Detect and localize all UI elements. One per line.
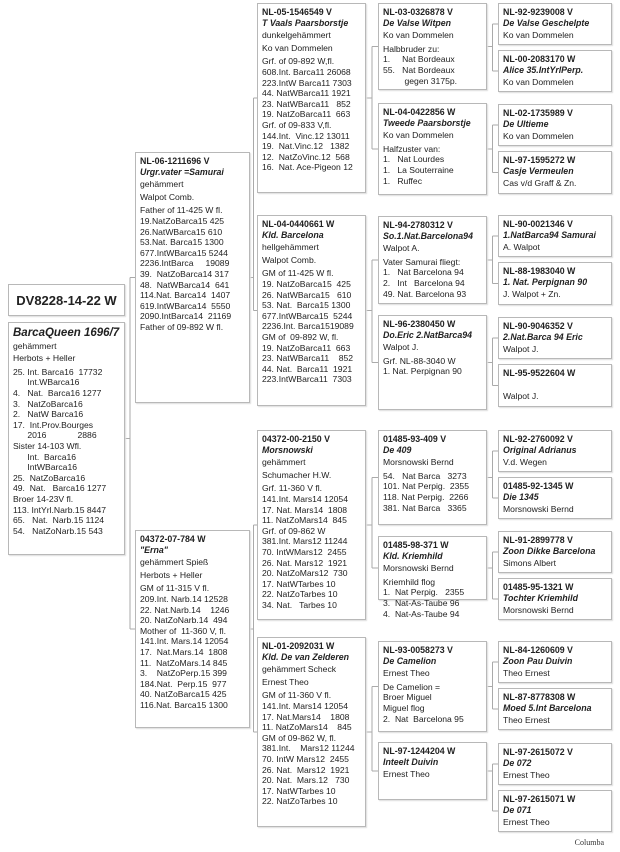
performance-line: 101. Nat Perpig. 2355 [383, 481, 469, 492]
breeder-name: A. Walpot [503, 242, 540, 253]
performance-line: 19. NatZoBarca15 425 [262, 278, 351, 289]
performance-line: 1. Nat Bordeaux [383, 54, 455, 65]
pigeon-name: Alice 35.IntYrlPerp. [503, 64, 584, 75]
pigeon-card[interactable] [498, 641, 612, 683]
pigeon-card[interactable] [498, 578, 612, 620]
ring-number: 01485-95-1321 W [503, 582, 574, 592]
performance-line: 11. NatZoMars14 845 [262, 515, 347, 526]
performance-line: 116.Nat. Barca15 1300 [140, 699, 228, 710]
performance-line: GM of 09-892 W, fl. [262, 331, 339, 342]
performance-line: 4. Nat-As-Taube 94 [383, 608, 460, 619]
pigeon-name: Zoon Pau Duivin [503, 655, 573, 666]
pigeon-card[interactable] [378, 103, 487, 195]
pigeon-name: De Valse Geschelpte [503, 17, 590, 28]
pigeon-name: T Vaals Paarsborstje [262, 17, 349, 28]
performance-line: 12. NatZoVinc.12 568 [262, 151, 350, 162]
pigeon-color: gehämmert Spieß [140, 557, 209, 568]
performance-line: 114.Nat. Barca14 1407 [140, 290, 231, 301]
performance-line: 1. Nat Perpig. 2355 [383, 587, 465, 598]
pigeon-card[interactable] [498, 743, 612, 785]
breeder-name: Morsnowski Bernd [503, 605, 574, 616]
performance-line: 141.Int. Mars14 12054 [262, 700, 348, 711]
pigeon-color: gehämmert Scheck [262, 664, 337, 675]
pigeon-card[interactable] [498, 215, 612, 257]
performance-line: gegen 3175p. [383, 75, 458, 86]
performance-line: 23. NatWBarca11 852 [262, 98, 351, 109]
pigeon-card[interactable] [498, 3, 612, 45]
performance-line: 19. Nat.Vinc.12 1382 [262, 141, 350, 152]
pigeon-color: hellgehämmert [262, 242, 319, 253]
performance-line: 2. Nat Barcelona 95 [383, 713, 464, 724]
ring-number: NL-95-9522604 W [503, 368, 576, 378]
ring-number: NL-90-0021346 V [503, 219, 573, 229]
pigeon-name: Zoon Dikke Barcelona [503, 545, 596, 556]
performance-line: 19. NatZoBarca11 663 [262, 109, 351, 120]
breeder-name: Morsnowski Bernd [383, 457, 454, 468]
breeder-name: J. Walpot + Zn. [503, 289, 561, 300]
pigeon-card[interactable] [498, 430, 612, 472]
ring-number: NL-97-1244204 W [383, 746, 456, 756]
performance-list [262, 268, 361, 385]
performance-line: Int.WBarca16 [13, 377, 80, 388]
performance-line: 17. Int.Prov.Bourges [13, 419, 94, 430]
performance-list [383, 257, 482, 299]
pigeon-card[interactable] [135, 152, 250, 403]
performance-line: 16. Nat. Ace-Pigeon 12 [262, 162, 353, 173]
performance-line: 26. Nat. Mars12 1921 [262, 764, 350, 775]
pigeon-name: De Ultieme [503, 118, 549, 129]
performance-line: 1. Nat Barcelona 94 [383, 267, 464, 278]
ring-number: NL-06-1211696 V [140, 156, 210, 166]
performance-line: 677.IntWBarca15 5244 [262, 310, 353, 321]
performance-line: 19.NatZoBarca15 425 [140, 215, 225, 226]
performance-line: GM of 11-425 W fl. [262, 268, 334, 279]
performance-line: 2. Int Barcelona 94 [383, 277, 465, 288]
pigeon-card[interactable] [498, 317, 612, 359]
performance-line: Grf. of 09-833 V,fl. [262, 119, 332, 130]
performance-line: 22. NatZoTarbes 10 [262, 589, 338, 600]
performance-line: 40. NatZoBarca15 425 [140, 689, 227, 700]
performance-line: Int. Barca16 [13, 451, 77, 462]
pigeon-name: Do.Eric 2.NatBarca94 [383, 329, 472, 340]
breeder-name: Ernest Theo [503, 770, 550, 781]
performance-line: Grf. 11-360 V fl. [262, 483, 323, 494]
pigeon-name: De Valse Witpen [383, 17, 452, 28]
performance-line: 1. La Souterraine [383, 164, 454, 175]
performance-line: 4. Nat. Barca16 1277 [13, 387, 102, 398]
ring-number: NL-04-0422856 W [383, 107, 456, 117]
performance-list [140, 583, 245, 710]
pigeon-card[interactable] [498, 688, 612, 730]
performance-line: 11. NatZoMars14 845 [262, 722, 352, 733]
performance-list [383, 682, 482, 724]
pigeon-card[interactable] [378, 315, 487, 410]
performance-line: 48. NatWBarca14 641 [140, 279, 230, 290]
breeder-name: Ernest Theo [383, 769, 430, 780]
pigeon-color: gehämmert [262, 457, 306, 468]
performance-line: Kriemhild flog [383, 576, 436, 587]
pigeon-name: Tochter Kriemhild [503, 592, 578, 603]
performance-list [383, 44, 482, 86]
performance-line: Vater Samurai fliegt: [383, 256, 461, 267]
breeder-name: Ko van Dommelen [503, 30, 574, 41]
pigeon-name: Urgr.vater =Samurai [140, 166, 224, 177]
performance-line: 25. NatZoBarca16 [13, 472, 86, 483]
pigeon-name: Tweede Paarsborstje [383, 117, 471, 128]
pigeon-card[interactable] [378, 3, 487, 90]
performance-list [262, 690, 361, 807]
pedigree-title: DV8228-14-22 W [8, 284, 125, 316]
breeder-name: Morsnowski Bernd [503, 504, 574, 515]
pigeon-name: Kld. Kriemhild [383, 550, 443, 561]
performance-line: Miguel flog [383, 702, 425, 713]
performance-line: 19. NatZoBarca11 663 [262, 342, 351, 353]
pigeon-card[interactable] [378, 430, 487, 525]
performance-line: 184.Nat. Perp.15 977 [140, 678, 227, 689]
performance-line: 381.Int. Mars12 11244 [262, 536, 348, 547]
pigeon-card[interactable] [498, 151, 612, 194]
ring-number: NL-87-8778308 W [503, 692, 576, 702]
performance-line: 17. Nat.Mars14 1808 [262, 711, 350, 722]
pigeon-name: 1.NatBarca94 Samurai [503, 229, 596, 240]
pigeon-card[interactable] [8, 322, 125, 555]
breeder-name: Cas v/d Graff & Zn. [503, 178, 577, 189]
ring-number: NL-92-2760092 V [503, 434, 573, 444]
performance-line: 54. NatZoNarb.15 543 [13, 525, 103, 536]
performance-line: Sister 14-103 Wfl. [13, 440, 82, 451]
performance-line: 2236.Int. Barca1519089 [262, 321, 354, 332]
ring-number: NL-04-0440661 W [262, 219, 335, 229]
performance-list [262, 56, 361, 173]
performance-line: GM of 09-862 W, fl. [262, 732, 337, 743]
pigeon-name: De 409 [383, 444, 412, 455]
performance-line: 25. Int. Barca16 17732 [13, 366, 103, 377]
breeder-name: Walpot Comb. [262, 254, 317, 265]
performance-list [383, 577, 482, 619]
pigeon-name: De 072 [503, 757, 532, 768]
performance-line: 381.Int. Mars12 11244 [262, 743, 355, 754]
performance-line: 2236.IntBarca 19089 [140, 258, 230, 269]
pigeon-name: BarcaQueen 1696/7 [13, 327, 120, 339]
pigeon-card[interactable] [378, 641, 487, 732]
pigeon-card[interactable] [257, 3, 366, 193]
performance-line: 26.NatWBarca15 610 [140, 226, 223, 237]
performance-list [13, 367, 120, 537]
ring-number: 01485-93-409 V [383, 434, 447, 444]
ring-number: NL-01-2092031 W [262, 641, 335, 651]
ring-number: 01485-92-1345 W [503, 481, 574, 491]
ring-number: NL-88-1983040 W [503, 266, 576, 276]
breeder-name: Ko van Dommelen [383, 130, 454, 141]
pigeon-card[interactable] [257, 637, 366, 827]
breeder-name: Ernest Theo [503, 817, 550, 828]
performance-line: Mother of 11-360 V, fl. [140, 625, 226, 636]
performance-line: 70. IntW Mars12 2455 [262, 753, 349, 764]
performance-line: 1. Nat. Perpignan 90 [383, 366, 462, 377]
pigeon-name: Kld. De van Zelderen [262, 651, 350, 662]
ring-number: NL-03-0326878 V [383, 7, 453, 17]
performance-line: De Camelion = [383, 681, 441, 692]
pigeon-card[interactable] [378, 742, 487, 800]
performance-line: 144.Int. Vinc.12 13011 [262, 130, 350, 141]
performance-line: GM of 11-315 V fl. [140, 583, 210, 594]
pigeon-name: Inteelt Duivin [383, 756, 439, 767]
breeder-name: Walpot Comb. [140, 191, 195, 202]
breeder-name: Herbots + Heller [140, 569, 203, 580]
performance-line: 381. Nat Barca 3365 [383, 502, 467, 513]
performance-line: 17. NatWTarbes 10 [262, 578, 336, 589]
performance-line: 70. IntWMars12 2455 [262, 546, 347, 557]
pigeon-name: So.1.Nat.Barcelona94 [383, 230, 473, 241]
pigeon-name: Casje Vermeulen [503, 165, 574, 176]
performance-line: GM of 11-360 V fl. [262, 690, 332, 701]
performance-line: 118. Nat Perpig. 2266 [383, 491, 469, 502]
breeder-name: Ko van Dommelen [503, 77, 574, 88]
breeder-name: Walpot J. [503, 344, 539, 355]
performance-line: Father of 11-425 W fl. [140, 205, 223, 216]
ring-number: 04372-00-2150 V [262, 434, 330, 444]
pigeon-name: De Camelion [383, 655, 437, 666]
pigeon-name: De 071 [503, 804, 532, 815]
performance-line: 39. NatZoBarca14 317 [140, 268, 229, 279]
pigeon-name: Kld. Barcelona [262, 229, 324, 240]
performance-line: 55. Nat Bordeaux [383, 64, 455, 75]
breeder-name: Ko van Dommelen [262, 42, 333, 53]
performance-line: 141.Int. Mars.14 12054 [140, 636, 229, 647]
performance-line: 223.IntWBarca11 7303 [262, 374, 352, 385]
ring-number: NL-93-0058273 V [383, 645, 453, 655]
performance-line: 3. NatZoPerp.15 399 [140, 668, 227, 679]
pigeon-card[interactable] [257, 215, 366, 406]
pigeon-name: 2.Nat.Barca 94 Eric [503, 331, 583, 342]
performance-line: 22. Nat.Narb.14 1246 [140, 604, 230, 615]
performance-line: 113. IntYrl.Narb.15 8447 [13, 504, 106, 515]
performance-line: 53. Nat. Barca15 1300 [262, 300, 351, 311]
breeder-name: Herbots + Heller [13, 353, 76, 364]
ring-number: NL-97-1595272 W [503, 155, 576, 165]
pigeon-color: gehämmert [13, 340, 57, 351]
performance-line: 1. Ruffec [383, 175, 423, 186]
performance-line: 677.IntWBarca15 5244 [140, 247, 228, 258]
performance-line: 223.IntW Barca11 7303 [262, 77, 352, 88]
performance-line: IntWBarca16 [13, 462, 77, 473]
breeder-name: Walpot J. [503, 391, 539, 402]
performance-line: 53.Nat. Barca15 1300 [140, 237, 224, 248]
ring-number: 01485-98-371 W [383, 540, 449, 550]
performance-line: 3. NatZoBarca16 [13, 398, 83, 409]
pigeon-card[interactable] [498, 531, 612, 573]
performance-line: 22. NatZoTarbes 10 [262, 796, 338, 807]
performance-line: 1. Nat Lourdes [383, 154, 445, 165]
breeder-name: Theo Ernest [503, 668, 550, 679]
pigeon-name: Moed 5.Int Barcelona [503, 702, 592, 713]
pigeon-name [503, 379, 607, 390]
ring-number: NL-97-2615071 W [503, 794, 576, 804]
performance-line: Grf. NL-88-3040 W [383, 355, 456, 366]
performance-line: 54. Nat Barca 3273 [383, 470, 467, 481]
performance-line: 3. Nat-As-Taube 96 [383, 597, 460, 608]
breeder-name: Schumacher H.W. [262, 469, 332, 480]
performance-line: Halbbruder zu: [383, 43, 440, 54]
performance-line: Grf. of 09-862 W [262, 525, 326, 536]
performance-line: 17. Nat. Mars14 1808 [262, 504, 348, 515]
pigeon-color: gehämmert [140, 179, 184, 190]
performance-line: 20. NatZoNarb.14 494 [140, 615, 228, 626]
pigeon-card[interactable] [498, 50, 612, 92]
ring-number: NL-90-9046352 V [503, 321, 573, 331]
performance-line: 49. Nat. Barca16 1277 [13, 483, 107, 494]
performance-line: 20. NatZoMars12 730 [262, 568, 348, 579]
breeder-name: Ernest Theo [383, 668, 430, 679]
performance-line: 11. NatZoMars.14 845 [140, 657, 228, 668]
performance-line: 23. NatWBarca11 852 [262, 353, 354, 364]
pigeon-card[interactable] [378, 536, 487, 619]
ring-number: NL-92-9239008 V [503, 7, 573, 17]
ring-number: NL-05-1546549 V [262, 7, 332, 17]
performance-line: 141.Int. Mars14 12054 [262, 493, 348, 504]
performance-line: 65. Nat. Narb.15 1124 [13, 515, 105, 526]
pigeon-name: Die 1345 [503, 491, 539, 502]
ring-number: NL-97-2615072 V [503, 747, 573, 757]
pigeon-card[interactable] [257, 430, 366, 620]
performance-line: 44. Nat. Barca11 1921 [262, 363, 353, 374]
performance-list [383, 356, 482, 377]
breeder-name: Ernest Theo [262, 676, 309, 687]
ring-number: NL-91-2899778 V [503, 535, 573, 545]
breeder-name: V.d. Wegen [503, 457, 547, 468]
breeder-name: Walpot A. [383, 243, 420, 254]
performance-line: 44. NatWBarca11 1921 [262, 88, 351, 99]
performance-line: Halfzuster van: [383, 143, 441, 154]
pigeon-name: "Erna" [140, 544, 168, 555]
breeder-name: Walpot J. [383, 342, 419, 353]
ring-number: NL-00-2083170 W [503, 54, 576, 64]
pigeon-color: dunkelgehämmert [262, 30, 331, 41]
ring-number: 04372-07-784 W [140, 534, 206, 544]
performance-line: 26. Nat. Mars12 1921 [262, 557, 348, 568]
ring-number: NL-94-2780312 V [383, 220, 453, 230]
performance-line: 49. Nat. Barcelona 93 [383, 288, 467, 299]
performance-line: 619.IntWBarca14 5550 [140, 300, 231, 311]
pigeon-card[interactable] [378, 216, 487, 304]
breeder-name: Ko van Dommelen [383, 30, 454, 41]
performance-list [383, 471, 482, 513]
ring-number: NL-02-1735989 V [503, 108, 573, 118]
performance-line: 209.Int. Narb.14 12528 [140, 593, 228, 604]
performance-line: 2016 2886 [13, 430, 97, 441]
pigeon-card[interactable] [498, 104, 612, 146]
breeder-name: Ko van Dommelen [503, 131, 574, 142]
performance-line: 2. NatW Barca16 [13, 409, 84, 420]
footer-brand: Columba [574, 838, 604, 847]
performance-line: Father of 09-892 W fl. [140, 321, 224, 332]
performance-line: Grf. of 09-892 W,fl. [262, 56, 335, 67]
ring-number: NL-84-1260609 V [503, 645, 573, 655]
pigeon-name: Original Adrianus [503, 444, 577, 455]
performance-line: 20. Nat. Mars.12 730 [262, 775, 350, 786]
breeder-name: Morsnowski Bernd [383, 563, 454, 574]
pigeon-card[interactable] [498, 790, 612, 832]
performance-line: 34. Nat. Tarbes 10 [262, 599, 337, 610]
performance-line: 17. NatWTarbes 10 [262, 785, 336, 796]
pigeon-card[interactable] [498, 364, 612, 407]
performance-line: Broer Miguel [383, 692, 432, 703]
pigeon-card[interactable] [498, 477, 612, 519]
performance-line: 2090.IntBarca14 21169 [140, 311, 232, 322]
performance-list [383, 144, 482, 186]
pigeon-name: 1. Nat. Perpignan 90 [503, 276, 588, 287]
performance-list [140, 205, 245, 332]
performance-line: 608.Int. Barca11 26068 [262, 66, 351, 77]
pigeon-card[interactable] [135, 530, 250, 728]
pigeon-card[interactable] [498, 262, 612, 305]
performance-line: 17. Nat.Mars.14 1808 [140, 646, 228, 657]
performance-line: 26. NatWBarca15 610 [262, 289, 352, 300]
breeder-name: Theo Ernest [503, 715, 550, 726]
breeder-name: Simons Albert [503, 558, 557, 569]
ring-number: NL-96-2380450 W [383, 319, 456, 329]
performance-list [262, 483, 361, 610]
pigeon-name: Morsnowski [262, 444, 313, 455]
performance-line: Broer 14-23V fl. [13, 493, 74, 504]
